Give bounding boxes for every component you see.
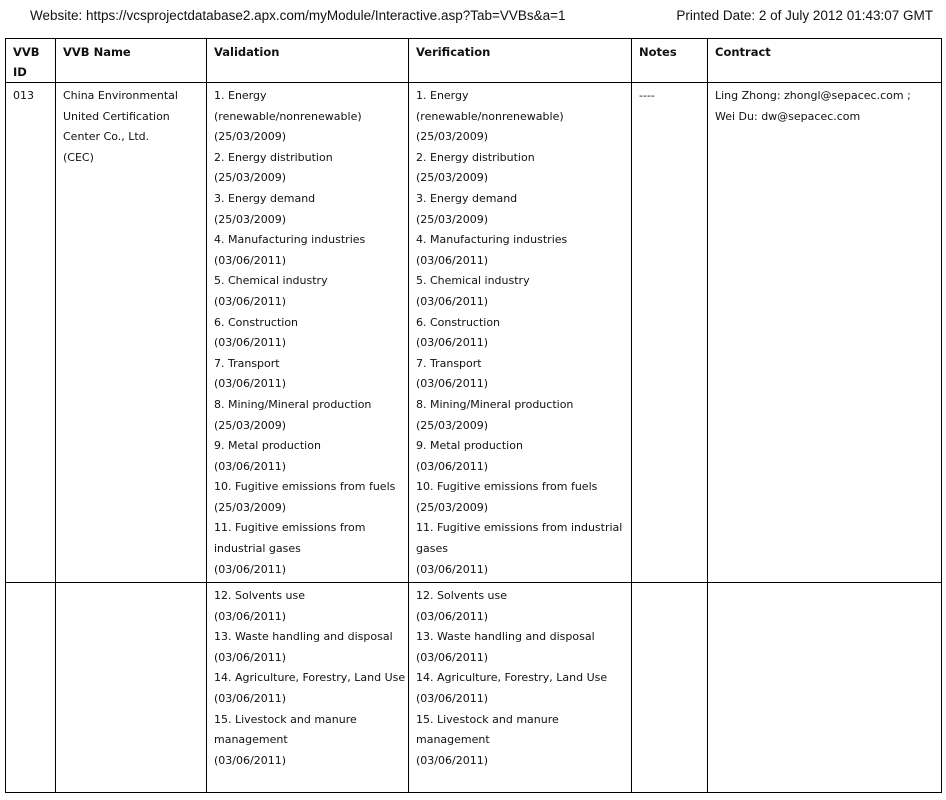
cell-line: 7. Transport (416, 356, 482, 370)
cell-line: (25/03/2009) (214, 500, 286, 514)
cell-line: 13. Waste handling and disposal (416, 630, 595, 644)
print-header (30, 8, 933, 23)
cell-line: 12. Solvents use (416, 589, 508, 602)
page-header-website: Website: https://vcsprojectdatabase2.apx.com/myModule/Interactive.asp?Tab=VVBs&a=1 (30, 8, 566, 23)
cell-line: 3. Energy demand (416, 191, 518, 205)
cell-line: (03/06/2011) (416, 253, 488, 267)
cell-line: ID (13, 65, 27, 79)
cell-line: (03/06/2011) (416, 294, 488, 308)
cell-line: ---- (639, 89, 655, 102)
cell-line: 5. Chemical industry (214, 274, 328, 288)
cell-line: (03/06/2011) (416, 336, 488, 350)
cell-notes (632, 83, 708, 583)
cell-line: (03/06/2011) (214, 753, 286, 767)
cell-line: 13. Waste handling and disposal (214, 630, 393, 644)
cell-line: 11. Fugitive emissions from (214, 521, 366, 535)
cell-line: 013 (13, 89, 34, 102)
cell-line: (renewable/nonrenewable) (416, 109, 564, 123)
cell-line: 9. Metal production (416, 439, 523, 453)
cell-line: (03/06/2011) (214, 336, 286, 350)
cell-line: (03/06/2011) (416, 562, 488, 576)
cell-vvb-name (56, 83, 207, 583)
cell-line: 1. Energy (416, 89, 469, 102)
cell-line: 15. Livestock and manure (214, 712, 357, 726)
cell-line: (25/03/2009) (416, 130, 488, 144)
cell-line: 8. Mining/Mineral production (416, 397, 574, 411)
cell-line: 9. Metal production (214, 439, 321, 453)
cell-line: 6. Construction (214, 315, 299, 329)
cell-line: (03/06/2011) (214, 377, 286, 391)
cell-line: 3. Energy demand (214, 191, 316, 205)
cell-line: (25/03/2009) (416, 212, 488, 226)
cell-line: (03/06/2011) (416, 377, 488, 391)
table-row (6, 583, 942, 793)
table-header-row (6, 39, 942, 83)
cell-line: Center Co., Ltd. (63, 130, 150, 144)
cell-line: 10. Fugitive emissions from fuels (416, 480, 598, 494)
cell-line: (CEC) (63, 150, 94, 164)
cell-line: 10. Fugitive emissions from fuels (214, 480, 396, 494)
cell-line: 8. Mining/Mineral production (214, 397, 372, 411)
cell-line: Notes (639, 45, 677, 59)
cell-line: industrial gases (214, 542, 301, 556)
cell-contract (708, 83, 942, 583)
column-header-vvb-name (56, 39, 207, 83)
column-header-contract (708, 39, 942, 83)
cell-line: (03/06/2011) (214, 253, 286, 267)
cell-contract (708, 583, 942, 793)
cell-line: 2. Energy distribution (416, 150, 535, 164)
cell-line: (25/03/2009) (214, 171, 286, 185)
cell-line: 1. Energy (214, 89, 267, 102)
cell-line: 12. Solvents use (214, 589, 306, 602)
cell-line: (25/03/2009) (214, 212, 286, 226)
column-header-vvb-id (6, 39, 56, 83)
cell-notes (632, 583, 708, 793)
cell-line: (03/06/2011) (416, 650, 488, 664)
cell-line: management (416, 733, 490, 747)
cell-validation (207, 83, 409, 583)
cell-line: Verification (416, 45, 491, 59)
cell-line: (25/03/2009) (214, 130, 286, 144)
cell-line: 4. Manufacturing industries (416, 233, 568, 247)
page-header-printed-date: Printed Date: 2 of July 2012 01:43:07 GMT (676, 8, 933, 23)
cell-line: (03/06/2011) (416, 691, 488, 705)
vvb-table (5, 38, 942, 793)
cell-line: China Environmental (63, 89, 178, 102)
cell-line: (03/06/2011) (214, 609, 286, 623)
cell-line: (25/03/2009) (416, 171, 488, 185)
cell-line: 7. Transport (214, 356, 280, 370)
cell-line: (25/03/2009) (214, 418, 286, 432)
cell-line: 11. Fugitive emissions from industrial (416, 521, 623, 535)
cell-line: (03/06/2011) (214, 650, 286, 664)
cell-line: 5. Chemical industry (416, 274, 530, 288)
cell-line: (03/06/2011) (214, 294, 286, 308)
cell-line: 4. Manufacturing industries (214, 233, 366, 247)
cell-verification (409, 583, 632, 793)
cell-line: (03/06/2011) (416, 753, 488, 767)
cell-line: (03/06/2011) (214, 562, 286, 576)
cell-line: (25/03/2009) (416, 500, 488, 514)
column-header-notes (632, 39, 708, 83)
cell-line: VVB (13, 45, 40, 59)
cell-validation (207, 583, 409, 793)
cell-line: Wei Du: dw@sepacec.com (715, 109, 861, 123)
cell-vvb-id (6, 83, 56, 583)
cell-line: gases (416, 542, 448, 556)
cell-line: (03/06/2011) (416, 609, 488, 623)
cell-line: 15. Livestock and manure (416, 712, 559, 726)
cell-line: (03/06/2011) (214, 459, 286, 473)
cell-line: VVB Name (63, 45, 131, 59)
cell-line: Validation (214, 45, 280, 59)
cell-line: (renewable/nonrenewable) (214, 109, 362, 123)
cell-line: 14. Agriculture, Forestry, Land Use (214, 671, 406, 685)
cell-line: (03/06/2011) (214, 691, 286, 705)
cell-line: 2. Energy distribution (214, 150, 333, 164)
cell-line: (03/06/2011) (416, 459, 488, 473)
cell-vvb-name (56, 583, 207, 793)
cell-line: 14. Agriculture, Forestry, Land Use (416, 671, 608, 685)
column-header-verification (409, 39, 632, 83)
cell-verification (409, 83, 632, 583)
cell-line: management (214, 733, 288, 747)
cell-line: (25/03/2009) (416, 418, 488, 432)
cell-line: Contract (715, 45, 771, 59)
cell-line: Ling Zhong: zhongl@sepacec.com ; (715, 89, 911, 102)
cell-vvb-id (6, 583, 56, 793)
table-row (6, 83, 942, 583)
cell-line: United Certification (63, 109, 170, 123)
cell-line: 6. Construction (416, 315, 501, 329)
column-header-validation (207, 39, 409, 83)
